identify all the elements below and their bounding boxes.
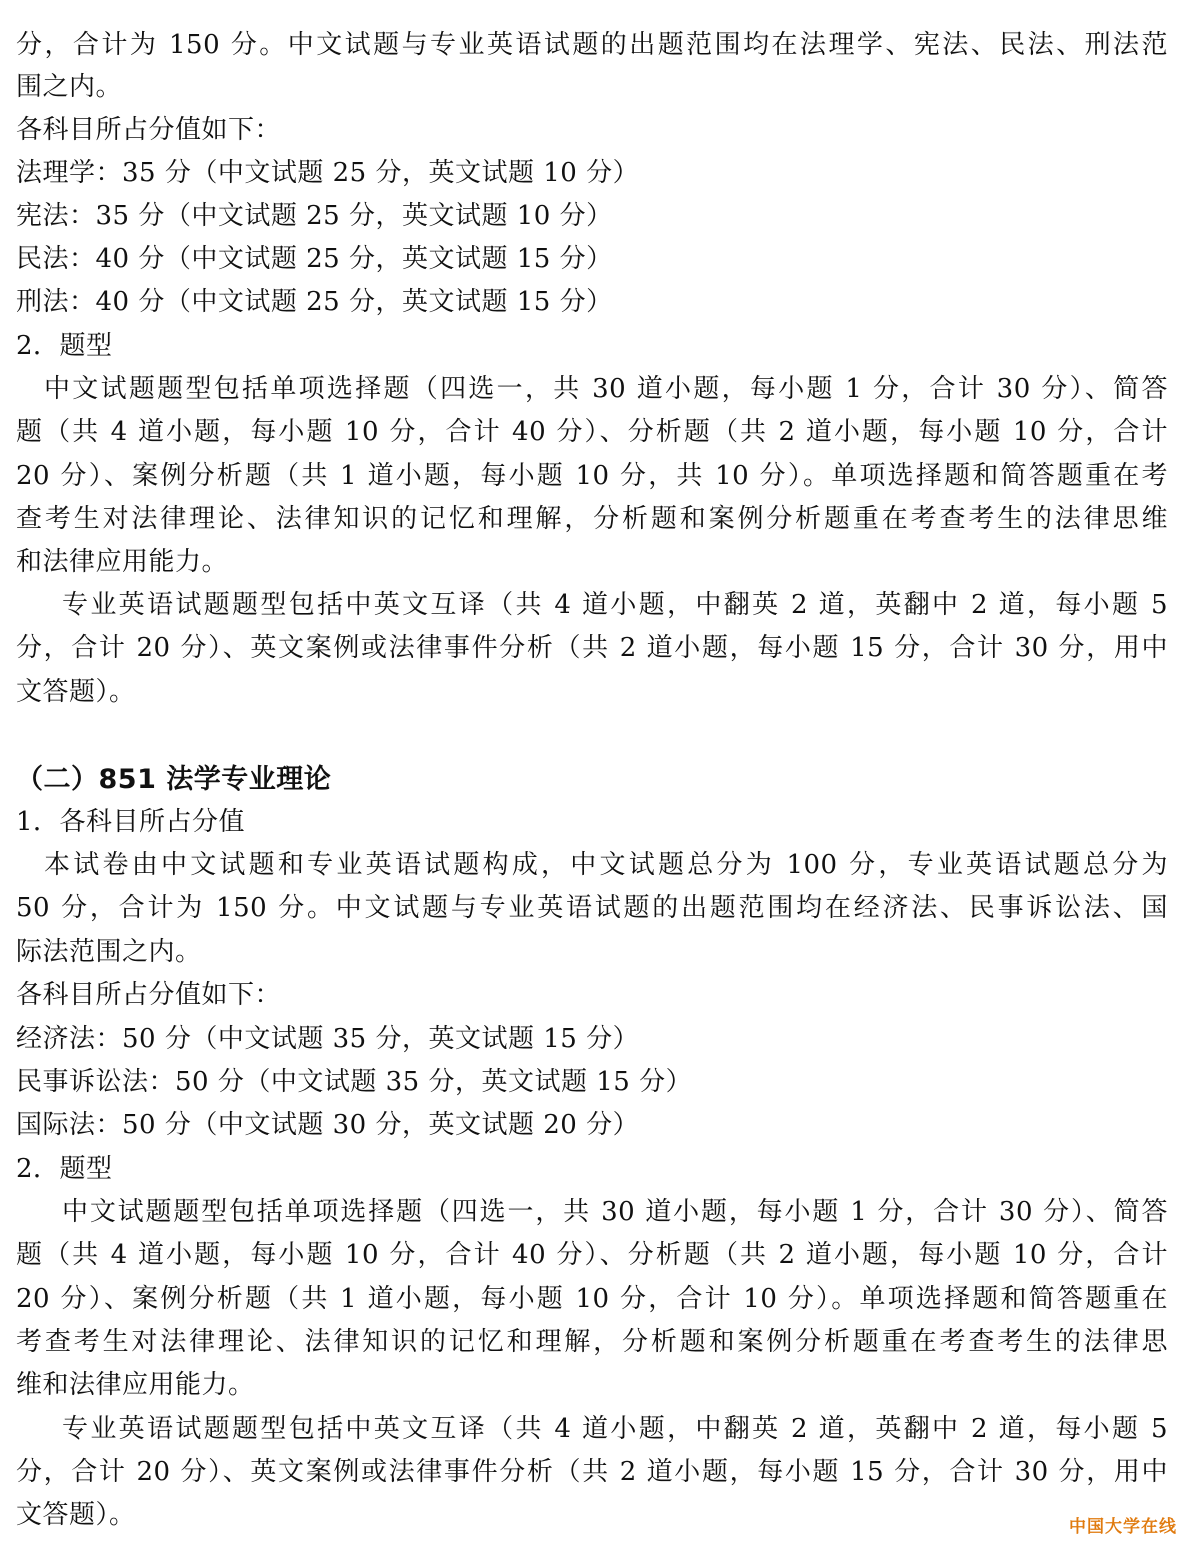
s1-subject-jurisprudence: 法理学：35 分（中文试题 25 分，英文试题 10 分） [16,158,640,188]
s2-subject-economic-law: 经济法：50 分（中文试题 35 分，英文试题 15 分） [16,1024,640,1054]
s1-english-types-line-1: 专业英语试题题型包括中英文互译（共 4 道小题，中翻英 2 道，英翻中 2 道，每小题 5 [62,590,1168,620]
s1-subject-constitution: 宪法：35 分（中文试题 25 分，英文试题 10 分） [16,201,613,231]
s2-intro-line-3: 际法范围之内。 [16,937,202,967]
s2-type-heading: 2．题型 [16,1154,113,1184]
s2-chinese-types-line-1: 中文试题题型包括单项选择题（四选一，共 30 道小题，每小题 1 分，合计 30 分）、简答 [62,1197,1168,1227]
s2-chinese-types-line-2: 题（共 4 道小题，每小题 10 分，合计 40 分）、分析题（共 2 道小题，每小题 10 分，合计 [16,1240,1168,1270]
s1-intro-line-1: 分，合计为 150 分。中文试题与专业英语试题的出题范围均在法理学、宪法、民法、刑法范 [16,30,1168,60]
watermark-logo-text: 中国大学在线 [1069,1517,1177,1537]
s1-subject-civil-law: 民法：40 分（中文试题 25 分，英文试题 15 分） [16,244,613,274]
section-2-title: （二）851 法学专业理论 [16,764,332,795]
s2-scores-label: 各科目所占分值如下： [16,980,282,1010]
s1-scores-label: 各科目所占分值如下： [16,115,282,145]
s2-english-types-line-3: 文答题）。 [16,1500,136,1530]
s2-scores-heading: 1．各科目所占分值 [16,807,246,837]
s1-type-heading: 2．题型 [16,331,113,361]
s1-chinese-types-line-4: 查考生对法律理论、法律知识的记忆和理解，分析题和案例分析题重在考查考生的法律思维 [16,504,1168,534]
s2-subject-international-law: 国际法：50 分（中文试题 30 分，英文试题 20 分） [16,1110,640,1140]
s1-english-types-line-3: 文答题）。 [16,677,136,707]
s2-intro-line-1: 本试卷由中文试题和专业英语试题构成，中文试题总分为 100 分，专业英语试题总分为 [44,850,1168,880]
s2-chinese-types-line-3: 20 分）、案例分析题（共 1 道小题，每小题 10 分，合计 10 分）。单项选择题和简答题重在 [16,1284,1168,1314]
s1-chinese-types-line-2: 题（共 4 道小题，每小题 10 分，合计 40 分）、分析题（共 2 道小题，每小题 10 分，合计 [16,417,1168,447]
s2-english-types-line-1: 专业英语试题题型包括中英文互译（共 4 道小题，中翻英 2 道，英翻中 2 道，每小题 5 [62,1414,1168,1444]
s2-subject-civil-procedure: 民事诉讼法：50 分（中文试题 35 分，英文试题 15 分） [16,1067,693,1097]
s1-english-types-line-2: 分，合计 20 分）、英文案例或法律事件分析（共 2 道小题，每小题 15 分，合计 30 分，用中 [16,633,1168,663]
s2-english-types-line-2: 分，合计 20 分）、英文案例或法律事件分析（共 2 道小题，每小题 15 分，合计 30 分，用中 [16,1457,1168,1487]
s1-subject-criminal-law: 刑法：40 分（中文试题 25 分，英文试题 15 分） [16,287,613,317]
s1-chinese-types-line-3: 20 分）、案例分析题（共 1 道小题，每小题 10 分，共 10 分）。单项选择题和简答题重在考 [16,461,1168,491]
s1-chinese-types-line-5: 和法律应用能力。 [16,547,229,577]
s2-chinese-types-line-4: 考查考生对法律理论、法律知识的记忆和理解，分析题和案例分析题重在考查考生的法律思 [16,1327,1168,1357]
s2-chinese-types-line-5: 维和法律应用能力。 [16,1370,255,1400]
s1-intro-line-2: 围之内。 [16,72,123,102]
s1-chinese-types-line-1: 中文试题题型包括单项选择题（四选一，共 30 道小题，每小题 1 分，合计 30 分）、简答 [44,374,1168,404]
s2-intro-line-2: 50 分，合计为 150 分。中文试题与专业英语试题的出题范围均在经济法、民事诉讼法、国 [16,893,1168,923]
